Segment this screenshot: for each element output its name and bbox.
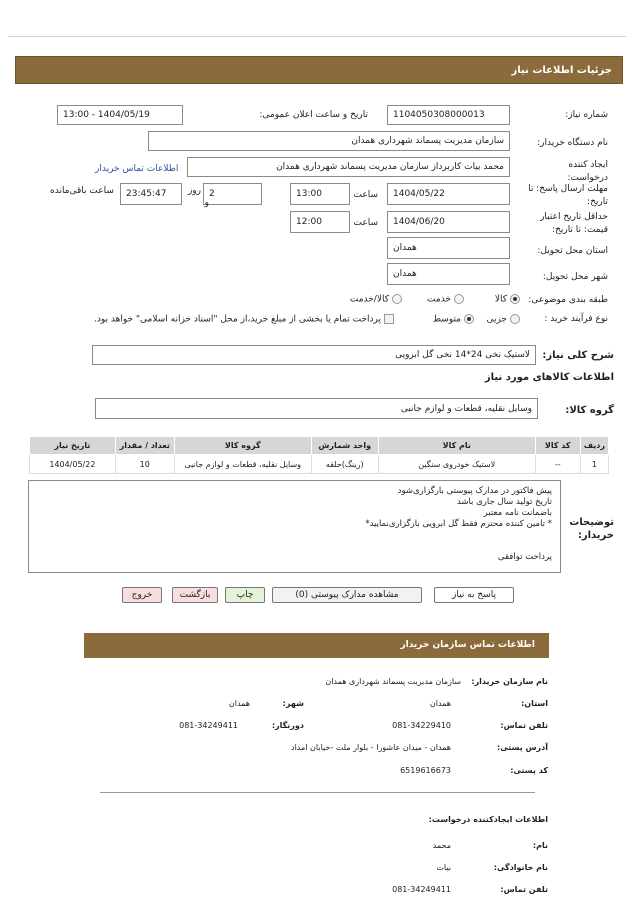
remaining-label: ساعت باقی‌مانده <box>50 186 114 196</box>
send-deadline-label: مهلت ارسال پاسخ: تا تاریخ: <box>528 184 608 207</box>
notes-line: تاریخ تولید سال جاری باشد <box>456 497 552 507</box>
process-option-minor[interactable]: جزیی <box>486 314 520 325</box>
cell-group: وسایل نقلیه، قطعات و لوازم جانبی <box>174 455 311 474</box>
cell-name: لاستیک خودروی سنگین <box>378 455 535 474</box>
city-label: شهر محل تحویل: <box>542 272 608 282</box>
days-label: روز <box>187 186 201 196</box>
summary-label: شرح کلی نیاز: <box>542 350 614 361</box>
contact-fax-label: دورنگار: <box>271 721 304 730</box>
category-goods-radio[interactable] <box>510 294 520 304</box>
notes-line: * تامین کننده محترم فقط گل ابرویی بارگزاری‌نمایید* <box>365 519 552 529</box>
send-date-field: 1404/05/22 <box>387 183 510 205</box>
process-label: نوع فرآیند خرید : <box>544 314 608 324</box>
cell-qty: 10 <box>115 455 174 474</box>
send-time-field: 13:00 <box>290 183 350 205</box>
announce-label: تاریخ و ساعت اعلان عمومی: <box>259 110 368 120</box>
notes-label: توضیحات خریدار: <box>569 517 614 541</box>
goods-group-label: گروه کالا: <box>565 405 614 416</box>
creator-info-title: اطلاعات ایجادکننده درخواست: <box>428 815 548 824</box>
col-code: کد کالا <box>535 437 580 455</box>
creator-name-label: نام: <box>532 841 548 850</box>
contact-province-label: استان: <box>521 699 548 708</box>
contact-city: همدان <box>228 699 250 708</box>
contact-org: سازمان مدیریت پسماند شهرداری همدان <box>325 677 461 686</box>
page-title: جزئیات اطلاعات نیاز <box>511 65 612 76</box>
attachments-button[interactable]: مشاهده مدارک پیوستی (0) <box>272 587 422 603</box>
top-divider <box>8 36 626 37</box>
goods-group-field: وسایل نقلیه، قطعات و لوازم جانبی <box>95 398 538 419</box>
summary-field: لاستیک نخی 24*14 نخی گل ابرویی <box>92 345 536 365</box>
category-option-goods[interactable]: کالا <box>495 294 520 305</box>
back-button[interactable]: بازگشت <box>172 587 218 603</box>
exit-button[interactable]: خروج <box>122 587 162 603</box>
col-qty: تعداد / مقدار <box>115 437 174 455</box>
process-minor-radio[interactable] <box>510 314 520 324</box>
contact-title: اطلاعات تماس سازمان خریدار <box>400 640 535 650</box>
contact-fax: 081-34249411 <box>179 721 238 730</box>
notes-line: باضمانت نامه معتبر <box>483 508 552 518</box>
notes-line <box>37 530 552 541</box>
buyer-org-field: سازمان مدیریت پسماند شهرداری همدان <box>148 131 510 151</box>
contact-info-link[interactable]: اطلاعات تماس خریدار <box>95 164 179 174</box>
category-option-service[interactable]: خدمت <box>427 294 464 305</box>
need-number-field: 1104050308000013 <box>387 105 510 125</box>
contact-phone-label: تلفن تماس: <box>500 721 548 730</box>
contact-phone: 081-34229410 <box>392 721 451 730</box>
need-number-label: شماره نیاز: <box>565 110 608 120</box>
buyer-org-label: نام دستگاه خریدار: <box>537 138 608 148</box>
creator-phone-label: تلفن تماس: <box>500 885 548 894</box>
validity-time-field: 12:00 <box>290 211 350 233</box>
table-header-row <box>30 437 609 455</box>
reply-button[interactable]: پاسخ به نیاز <box>434 587 514 603</box>
notes-line <box>37 541 552 552</box>
notes-line: پیش فاکتور در مدارک پیوستی بارگزاری‌شود <box>397 486 552 496</box>
col-group: گروه کالا <box>174 437 311 455</box>
validity-time-label: ساعت <box>353 218 378 228</box>
province-label: استان محل تحویل: <box>537 246 608 256</box>
cell-unit: (رینگ)حلقه <box>311 455 378 474</box>
contact-org-label: نام سازمان خریدار: <box>471 677 548 686</box>
creator-name: محمد <box>432 841 451 850</box>
announce-field: 1404/05/19 - 13:00 <box>57 105 183 125</box>
process-option-medium[interactable]: متوسط <box>433 314 474 325</box>
send-time-label: ساعت <box>353 190 378 200</box>
creator-label: ایجاد کننده درخواست: <box>567 160 608 183</box>
creator-field: محمد بیات کاربرداز سازمان مدیریت پسماند شهرداری همدان <box>187 157 510 177</box>
province-field: همدان <box>387 237 510 259</box>
goods-section-title: اطلاعات کالاهای مورد نیاز <box>484 372 614 383</box>
category-goods-service-radio[interactable] <box>392 294 402 304</box>
process-medium-radio[interactable] <box>464 314 474 324</box>
contact-address-label: آدرس پستی: <box>497 743 548 752</box>
contact-city-label: شهر: <box>282 699 304 708</box>
days-field: 2 <box>203 183 262 205</box>
cell-code: -- <box>535 455 580 474</box>
contact-header <box>84 633 549 658</box>
validity-label: حداقل تاریخ اعتبار قیمت: تا تاریخ: <box>540 212 608 235</box>
and-label: و <box>204 198 209 208</box>
cell-date: 1404/05/22 <box>30 455 116 474</box>
remaining-time-field: 23:45:47 <box>120 183 182 205</box>
goods-table <box>29 436 609 474</box>
col-date: تاریخ نیاز <box>30 437 116 455</box>
creator-family: بیات <box>436 863 451 872</box>
category-option-goods-service[interactable]: کالا/خدمت <box>350 294 402 305</box>
contact-address: همدان - میدان عاشورا - بلوار ملت -خیابان امداد <box>291 743 451 752</box>
notes-box <box>28 480 561 573</box>
payment-checkbox[interactable] <box>384 314 394 324</box>
print-button[interactable]: چاپ <box>225 587 265 603</box>
contact-postal: 6519616673 <box>400 766 451 775</box>
category-label: طبقه بندی موضوعی: <box>528 295 608 305</box>
contact-province: همدان <box>429 699 451 708</box>
category-service-radio[interactable] <box>454 294 464 304</box>
col-unit: واحد شمارش <box>311 437 378 455</box>
creator-family-label: نام خانوادگی: <box>493 863 548 872</box>
col-name: نام کالا <box>378 437 535 455</box>
city-field: همدان <box>387 263 510 285</box>
creator-phone: 081-34249411 <box>392 885 451 894</box>
cell-row: 1 <box>580 455 608 474</box>
contact-postal-label: کد پستی: <box>510 766 548 775</box>
notes-line: پرداخت توافقی <box>497 552 552 562</box>
contact-divider <box>100 792 535 793</box>
col-row: ردیف <box>580 437 608 455</box>
validity-date-field: 1404/06/20 <box>387 211 510 233</box>
table-row <box>30 455 609 474</box>
page-header <box>15 56 623 84</box>
payment-note[interactable]: پرداخت تمام یا بخشی از مبلغ خرید،از محل "اسناد خزانه اسلامی" خواهد بود. <box>94 314 394 325</box>
